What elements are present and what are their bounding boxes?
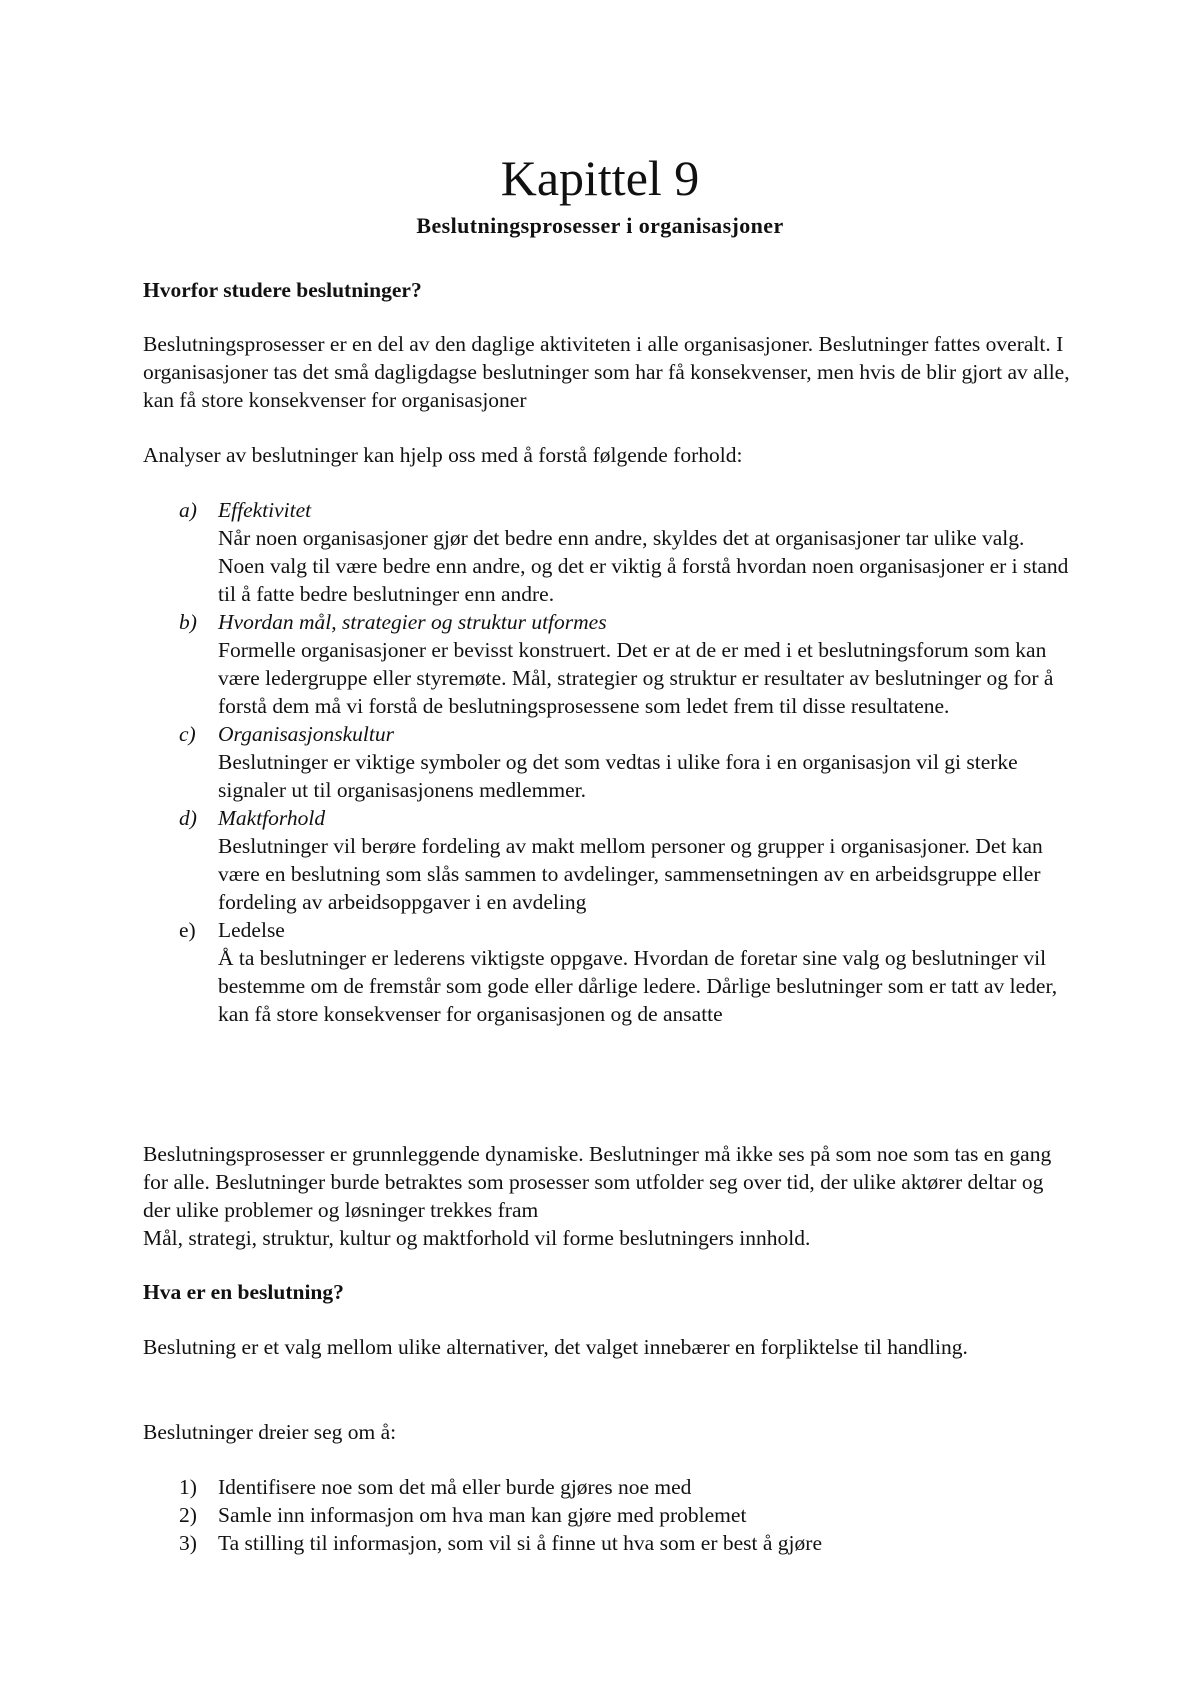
paragraph-dynamics-text: Beslutningsprosesser er grunnleggende dynamiske. Beslutninger må ikke ses på som noe som tas en gang for alle. Beslutninger burde betraktes som prosesser som utfolder seg over tid, der ulike aktører deltar og der ulike problemer og løsninger trekkes fram bbox=[143, 1142, 1052, 1222]
numbered-list bbox=[143, 1473, 1073, 1557]
list-item bbox=[143, 1529, 1073, 1557]
list-marker: 1) bbox=[179, 1475, 197, 1499]
paragraph-dynamics bbox=[143, 1140, 1073, 1252]
list-item bbox=[143, 1473, 1073, 1501]
list-item-text: Ta stilling til informasjon, som vil si å finne ut hva som er best å gjøre bbox=[218, 1531, 822, 1555]
numbered-list-intro: Beslutninger dreier seg om å: bbox=[143, 1420, 397, 1444]
list-item bbox=[143, 916, 1073, 1028]
chapter-subtitle: Beslutningsprosesser i organisasjoner bbox=[416, 213, 784, 238]
list-item-title: Hvordan mål, strategier og struktur utformes bbox=[218, 610, 607, 634]
list-item bbox=[143, 804, 1073, 916]
list-item-title: Effektivitet bbox=[218, 498, 312, 522]
paragraph-intro: Beslutningsprosesser er en del av den daglige aktiviteten i alle organisasjoner. Beslutninger fattes overalt. I organisasjoner tas det små dagligdagse beslutninger som har få konsekvenser, men hvis de blir gjort av alle, kan få store konsekvenser for organisasjoner bbox=[143, 332, 1070, 412]
list-item-text: Beslutninger vil berøre fordeling av makt mellom personer og grupper i organisasjoner. Det kan være en beslutning som slås sammen to avdelinger, sammensetningen av en arbeidsgruppe eller fordeling av arbeidsoppgaver i en avdeling bbox=[218, 834, 1043, 914]
list-marker: 2) bbox=[179, 1503, 197, 1527]
section-heading-what: Hva er en beslutning? bbox=[143, 1280, 344, 1304]
list-item-title: Organisasjonskultur bbox=[218, 722, 394, 746]
list-marker: e) bbox=[179, 918, 196, 942]
list-item-text: Beslutninger er viktige symboler og det som vedtas i ulike fora i en organisasjon vil gi sterke signaler ut til organisasjonens medlemmer. bbox=[218, 750, 1018, 802]
list-intro: Analyser av beslutninger kan hjelp oss med å forstå følgende forhold: bbox=[143, 443, 743, 467]
list-marker: d) bbox=[179, 806, 197, 830]
list-marker: b) bbox=[179, 610, 197, 634]
list-item-title: Ledelse bbox=[218, 918, 285, 942]
list-marker: 3) bbox=[179, 1531, 197, 1555]
list-item bbox=[143, 496, 1073, 608]
list-item-text: Formelle organisasjoner er bevisst konstruert. Det er at de er med i et beslutningsforum som kan være ledergruppe eller styremøte. Mål, strategier og struktur er resultater av beslutninger og for å forstå dem må vi forstå de beslutningsprosessene som ledet frem til disse resultatene. bbox=[218, 638, 1054, 718]
list-item-title: Maktforhold bbox=[218, 806, 326, 830]
section-heading-why: Hvorfor studere beslutninger? bbox=[143, 278, 422, 302]
lettered-list bbox=[143, 496, 1073, 1028]
paragraph-dynamics-summary: Mål, strategi, struktur, kultur og maktforhold vil forme beslutningers innhold. bbox=[143, 1226, 811, 1250]
list-marker: c) bbox=[179, 722, 196, 746]
paragraph-definition: Beslutning er et valg mellom ulike alternativer, det valget innebærer en forpliktelse til handling. bbox=[143, 1335, 968, 1359]
list-marker: a) bbox=[179, 498, 197, 522]
list-item bbox=[143, 720, 1073, 804]
list-item-text: Å ta beslutninger er lederens viktigste oppgave. Hvordan de foretar sine valg og beslutninger vil bestemme om de fremstår som gode eller dårlige ledere. Dårlige beslutninger som er tatt av leder, kan få store konsekvenser for organisasjonen og de ansatte bbox=[218, 946, 1058, 1026]
list-item bbox=[143, 608, 1073, 720]
chapter-title: Kapittel 9 bbox=[500, 150, 700, 206]
list-item-text: Identifisere noe som det må eller burde gjøres noe med bbox=[218, 1475, 692, 1499]
list-item bbox=[143, 1501, 1073, 1529]
list-item-text: Når noen organisasjoner gjør det bedre enn andre, skyldes det at organisasjoner tar ulike valg. Noen valg til være bedre enn andre, og det er viktig å forstå hvordan noen organisasjoner er i stand til å fatte bedre beslutninger enn andre. bbox=[218, 526, 1069, 606]
list-item-text: Samle inn informasjon om hva man kan gjøre med problemet bbox=[218, 1503, 747, 1527]
